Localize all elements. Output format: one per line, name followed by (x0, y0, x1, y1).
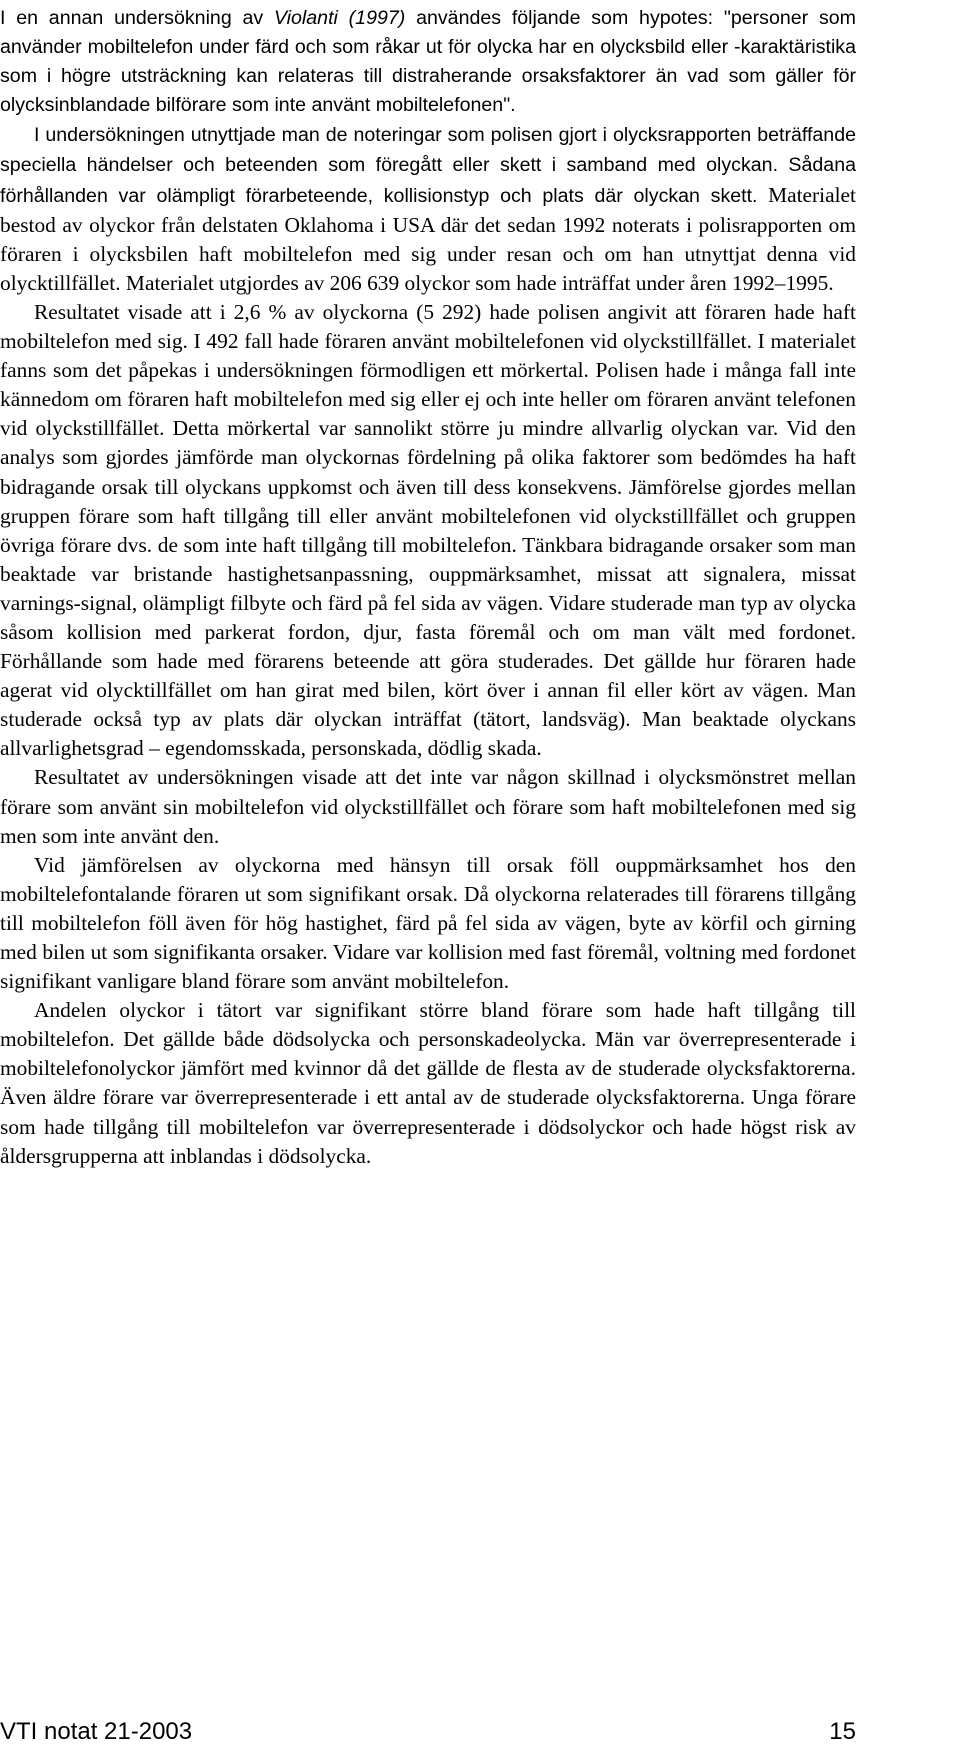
paragraph-2-serif-text: Materialet bestod av olyckor från delstaten Oklahoma i USA där det sedan 1992 noterats i polisrapporten om föraren i olycksbilen haft mobiltelefon med sig under resan och om han utnyttjat denna vid olycktillfället. Materialet utgjordes av 206 639 olyckor som hade inträffat under åren 1992–1995. (0, 182, 856, 295)
paragraph-1-text-a: I en annan undersökning av (0, 7, 274, 29)
paragraph-1 (0, 4, 856, 120)
citation-violanti: Violanti (1997) (273, 7, 406, 29)
paragraph-5: Vid jämförelsen av olyckorna med hänsyn till orsak föll ouppmärksamhet hos den mobiltelefontalande föraren ut som signifikant orsak. Då olyckorna relaterades till förarens tillgång till mobiltelefon föll även för hög hastighet, färd på fel sida av vägen, byte av körfil och girning med bilen ut som signifikanta orsaker. Vidare var kollision med fast föremål, voltning med fordonet signifikant vanligare bland förare som använt mobiltelefon. (0, 852, 856, 994)
body-text (0, 4, 856, 1171)
paragraph-4: Resultatet av undersökningen visade att det inte var någon skillnad i olycksmönstret mellan förare som använt sin mobiltelefon vid olyckstillfället och förare som haft mobiltelefonen med sig men som inte använt den. (0, 765, 856, 848)
paragraph-2-sans-text: I undersökningen utnyttjade man de noteringar som polisen gjort i olycksrapporten beträffande speciella händelser och beteenden som föregått eller skett i samband med olyckan. Sådana förhållanden var olämpligt förarbeteende, kollisionstyp och plats där olyckan skett. (0, 124, 856, 207)
paragraph-3: Resultatet visade att i 2,6 % av olyckorna (5 292) hade polisen angivit att föraren hade haft mobiltelefon med sig. I 492 fall hade föraren använt mobiltelefonen vid olyckstillfället. I materialet fanns som det påpekas i undersökningen förmodligen ett mörkertal. Polisen hade i många fall inte kännedom om föraren haft mobiltelefon med sig eller ej och inte heller om föraren använt telefonen vid olyckstillfället. Detta mörkertal var sannolikt större ju mindre allvarlig olyckan var. Vid den analys som gjordes jämförde man olyckornas fördelning på olika faktorer som bedömdes ha haft bidragande orsak till olyckans uppkomst och även till dess konsekvens. Jämförelse gjordes mellan gruppen förare som haft tillgång till eller använt mobiltelefonen vid olyckstillfället och gruppen övriga förare dvs. de som inte haft tillgång till mobiltelefon. Tänkbara bidragande orsaker som man beaktade var bristande hastighetsanpassning, ouppmärksamhet, missat att signalera, missat varnings-signal, olämpligt filbyte och färd på fel sida av vägen. Vidare studerade man typ av olycka såsom kollision med parkerat fordon, djur, fasta föremål och om man vält med fordonet. Förhållande som hade med förarens beteende att göra studerades. Det gällde hur föraren hade agerat vid olycktillfället om han girat med bilen, kört över i annan fil eller kört av vägen. Man studerade också typ av plats där olyckan inträffat (tätort, landsväg). Man beaktade olyckans allvarlighetsgrad – egendomsskada, personskada, dödlig skada. (0, 299, 856, 761)
paragraph-6: Andelen olyckor i tätort var signifikant större bland förare som hade haft tillgång till mobiltelefon. Det gällde både dödsolycka och personskadeolycka. Män var överrepresenterade i mobiltelefonolyckor jämfört med kvinnor då det gällde de flesta av de studerade olycksfaktorerna. Även äldre förare var överrepresenterade i ett antal av de studerade olycksfaktorerna. Unga förare som hade tillgång till mobiltelefon var överrepresenterade i dödsolyckor och hade högst risk av åldersgrupperna att inblandas i dödsolycka. (0, 998, 856, 1168)
footer-page-number: 15 (829, 1718, 856, 1745)
footer-report-id: VTI notat 21-2003 (0, 1718, 193, 1745)
paragraph-2 (0, 120, 856, 298)
paragraph-1-text-b: användes följande som hypotes: "personer som använder mobiltelefon under färd och som råkar ut för olycka har en olycksbild eller -karaktäristika som i högre utsträckning kan relateras till distraherande orsaksfaktorer än vad som gäller för olycksinblandade bilförare som inte använt mobiltelefonen". (0, 7, 856, 117)
